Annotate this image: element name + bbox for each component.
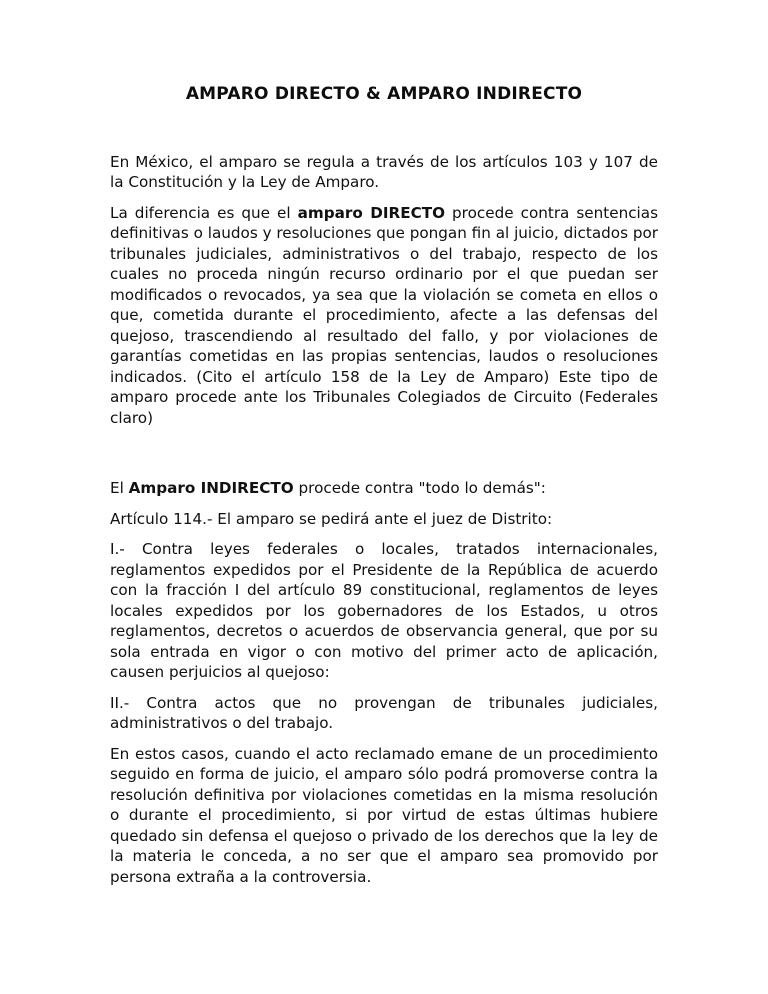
bold-term-amparo-indirecto: Amparo INDIRECTO xyxy=(128,479,294,497)
text-run: La diferencia es que el xyxy=(110,203,298,222)
text-run: procede contra sentencias definitivas o laudos y resoluciones que pongan fin al juicio, dictados por tribunales judiciales, administrativos o del trabajo, respecto de los cuales no proceda ningún recurso ordinario por el que puedan ser modificados o revocados, ya sea que la violación se cometa en ellos o que, cometida durante el procedimiento, afecte a las defensas del quejoso, trascendiendo al resultado del fallo, y por violaciones de garantías cometidas en las propias sentencias, laudos o resoluciones indicados. (Cito el artículo 158 de la Ley de Amparo) Este tipo de amparo procede ante los Tribunales Colegiados de Circuito (Federales claro) xyxy=(110,203,658,427)
paragraph-fraccion-ii: II.- Contra actos que no provengan de tribunales judiciales, administrativos o del trabajo. xyxy=(110,693,658,732)
text-run: El xyxy=(110,479,129,497)
paragraph-amparo-indirecto xyxy=(110,478,658,499)
document-page xyxy=(110,84,658,897)
paragraph-intro: En México, el amparo se regula a través de los artículos 103 y 107 de la Constitución y la Ley de Amparo. xyxy=(110,152,658,191)
paragraph-articulo-114: Artículo 114.- El amparo se pedirá ante el juez de Distrito: xyxy=(110,509,553,528)
text-run: procede contra "todo lo demás": xyxy=(293,479,546,497)
document-title: AMPARO DIRECTO & AMPARO INDIRECTO xyxy=(185,84,583,104)
bold-term-amparo-directo: amparo DIRECTO xyxy=(297,203,446,222)
paragraph-estos-casos: En estos casos, cuando el acto reclamado emane de un procedimiento seguido en forma de juicio, el amparo sólo podrá promoverse contra la resolución definitiva por violaciones cometidas en la misma resolución o durante el procedimiento, si por virtud de estas últimas hubiere quedado sin defensa el quejoso o privado de los derechos que la ley de la materia le conceda, a no ser que el amparo sea promovido por persona extraña a la controversia. xyxy=(110,744,658,886)
paragraph-amparo-directo xyxy=(110,203,658,429)
spacer xyxy=(110,438,658,478)
paragraph-fraccion-i: I.- Contra leyes federales o locales, tratados internacionales, reglamentos expedidos por el Presidente de la República de acuerdo con la fracción I del artículo 89 constitucional, reglamentos de leyes locales expedidos por los gobernadores de los Estados, u otros reglamentos, decretos o acuerdos de observancia general, que por su sola entrada en vigor o con motivo del primer acto de aplicación, causen perjuicios al quejoso: xyxy=(110,540,658,681)
